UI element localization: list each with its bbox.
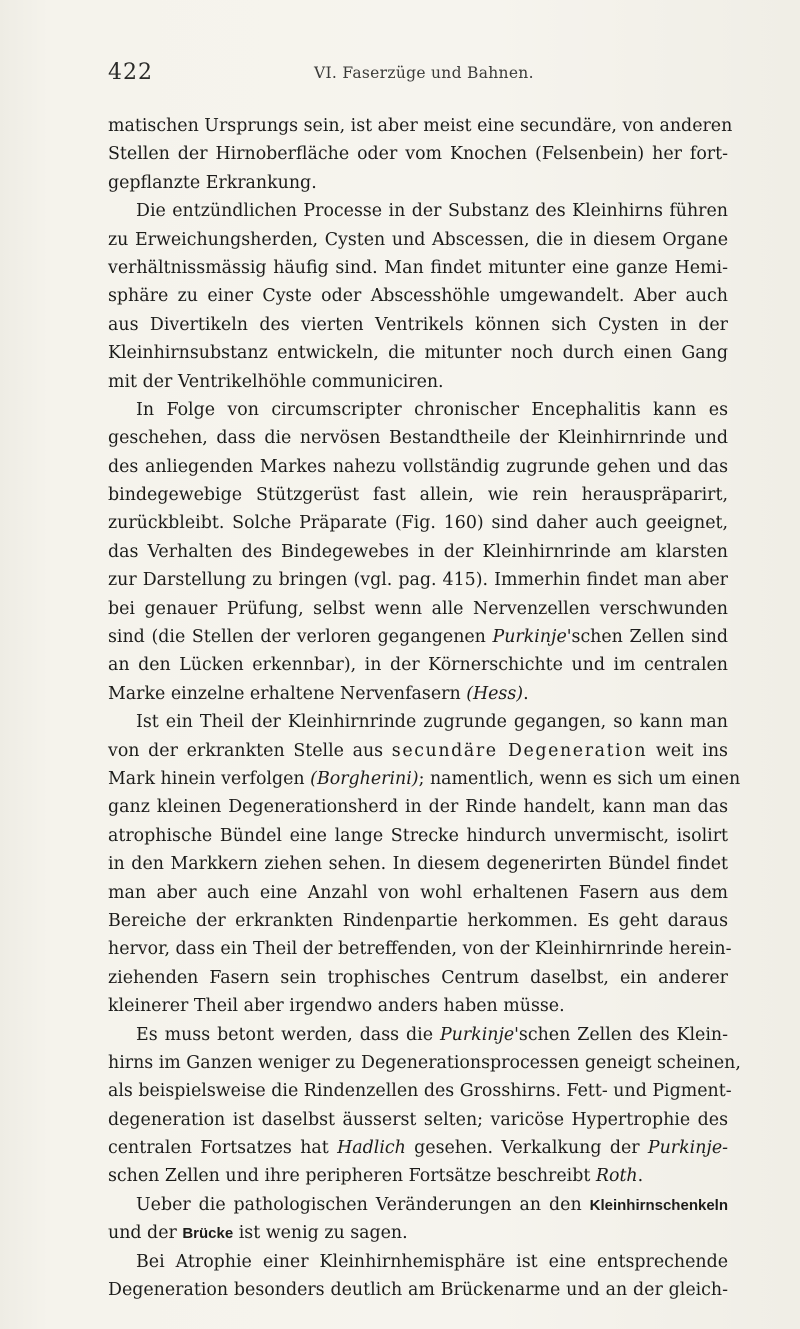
text-line: sphäre zu einer Cyste oder Abscesshöhle umgewandelt. Aber auch <box>108 286 728 307</box>
text-line: in den Markkern ziehen sehen. In diesem degenerirten Bündel findet <box>108 854 728 875</box>
bold-term: Brücke <box>182 1225 234 1243</box>
text-line: hervor, dass ein Theil der betreffenden, von der Kleinhirnrinde herein- <box>108 939 732 960</box>
text-line: verhältnissmässig häufig sind. Man findet mitunter eine ganze Hemi- <box>108 257 728 278</box>
text-line: bei genauer Prüfung, selbst wenn alle Nervenzellen verschwunden <box>108 598 728 619</box>
text-run: Ueber die pathologischen Veränderungen an den <box>136 1194 590 1215</box>
text-line: zurückbleibt. Solche Präparate (Fig. 160) sind daher auch geeignet, <box>108 513 728 534</box>
text-line: atrophische Bündel eine lange Strecke hindurch unvermischt, isolirt <box>108 825 728 846</box>
text-line: Stellen der Hirnoberfläche oder vom Knochen (Felsenbein) her fort- <box>108 144 728 165</box>
text-line: degeneration ist daselbst äusserst selten; varicöse Hypertrophie des <box>108 1109 728 1130</box>
text-run: Marke einzelne erhaltene Nervenfasern <box>108 683 467 704</box>
italic-name: (Hess) <box>466 683 524 704</box>
italic-name: Purkinje <box>439 1024 515 1045</box>
text-run: und der <box>108 1223 183 1244</box>
text-run: sind (die Stellen der verloren gegangenen <box>108 627 493 648</box>
italic-name: Purkinje- <box>647 1138 728 1159</box>
text-line: geschehen, dass die nervösen Bestandtheile der Kleinhirnrinde und <box>108 428 728 449</box>
text-run: ; namentlich, wenn es sich um einen <box>418 768 741 789</box>
text-run: schen Zellen und ihre peripheren Fortsätze beschreibt <box>108 1166 596 1187</box>
running-head: VI. Faserzüge und Bahnen. <box>314 64 534 82</box>
italic-name: (Borgherini) <box>310 768 419 789</box>
text-line: man aber auch eine Anzahl von wohl erhaltenen Fasern aus dem <box>108 882 728 903</box>
text-line <box>108 1191 728 1219</box>
text-run: weit ins <box>647 740 728 761</box>
text-run: . <box>523 683 529 704</box>
text-line: zu Erweichungsherden, Cysten und Abscessen, die in diesem Organe <box>108 229 728 250</box>
text-line: an den Lücken erkennbar), in der Körnerschichte und im centralen <box>108 655 728 676</box>
bold-term: Kleinhirnschenkeln <box>589 1196 728 1214</box>
text-line: ziehenden Fasern sein trophisches Centrum daselbst, ein anderer <box>108 967 728 988</box>
text-line: bindegewebige Stützgerüst fast allein, wie rein herauspräparirt, <box>108 485 728 506</box>
spaced-emphasis: secundäre Degeneration <box>391 740 648 761</box>
text-run: 'schen Zellen des Klein- <box>514 1024 728 1045</box>
text-line <box>108 765 741 793</box>
page-header <box>108 60 728 90</box>
text-line <box>108 1162 728 1190</box>
text-line: aus Divertikeln des vierten Ventrikels können sich Cysten in der <box>108 314 728 335</box>
text-line: gepflanzte Erkrankung. <box>108 172 317 193</box>
text-line: Bereiche der erkrankten Rindenpartie herkommen. Es geht daraus <box>108 910 728 931</box>
text-line <box>108 680 728 708</box>
text-line: als beispielsweise die Rindenzellen des Grosshirns. Fett- und Pigment- <box>108 1081 732 1102</box>
text-line: Kleinhirnsubstanz entwickeln, die mitunter noch durch einen Gang <box>108 343 728 364</box>
text-line: kleinerer Theil aber irgendwo anders haben müsse. <box>108 996 565 1017</box>
text-line: Degeneration besonders deutlich am Brückenarme und an der gleich- <box>108 1280 728 1301</box>
text-run: Es muss betont werden, dass die <box>136 1024 440 1045</box>
text-line: Bei Atrophie einer Kleinhirnhemisphäre ist eine entsprechende <box>136 1251 728 1272</box>
body-text <box>108 112 741 1304</box>
text-line: ganz kleinen Degenerationsherd in der Rinde handelt, kann man das <box>108 797 728 818</box>
text-line: mit der Ventrikelhöhle communiciren. <box>108 371 444 392</box>
text-line: das Verhalten des Bindegewebes in der Kleinhirnrinde am klarsten <box>108 541 728 562</box>
text-run: . <box>637 1166 644 1187</box>
text-line <box>108 1219 728 1247</box>
text-line: In Folge von circumscripter chronischer Encephalitis kann es <box>136 399 728 420</box>
text-run: Mark hinein verfolgen <box>108 768 311 789</box>
italic-name: Purkinje <box>492 627 567 648</box>
text-run: centralen Fortsatzes hat <box>108 1138 338 1159</box>
text-line <box>108 1134 728 1162</box>
text-line: des anliegenden Markes nahezu vollständig zugrunde gehen und das <box>108 456 728 477</box>
text-line: Ist ein Theil der Kleinhirnrinde zugrunde gegangen, so kann man <box>136 712 728 733</box>
page-number: 422 <box>108 60 153 85</box>
text-run: von der erkrankten Stelle aus <box>108 740 392 761</box>
italic-name: Roth <box>595 1166 638 1187</box>
italic-name: Hadlich <box>337 1138 406 1159</box>
text-line <box>108 623 728 651</box>
text-line: zur Darstellung zu bringen (vgl. pag. 415). Immerhin findet man aber <box>108 570 728 591</box>
text-line <box>108 1021 728 1049</box>
text-line: Die entzündlichen Processe in der Substanz des Kleinhirns führen <box>136 201 728 222</box>
text-line <box>108 737 728 765</box>
text-run: ist wenig zu sagen. <box>233 1223 408 1244</box>
text-run: 'schen Zellen sind <box>566 627 728 648</box>
text-line: matischen Ursprungs sein, ist aber meist eine secundäre, von anderen <box>108 116 733 136</box>
text-line: hirns im Ganzen weniger zu Degenerationsprocessen geneigt scheinen, <box>108 1052 741 1073</box>
text-run: gesehen. Verkalkung der <box>405 1138 648 1159</box>
